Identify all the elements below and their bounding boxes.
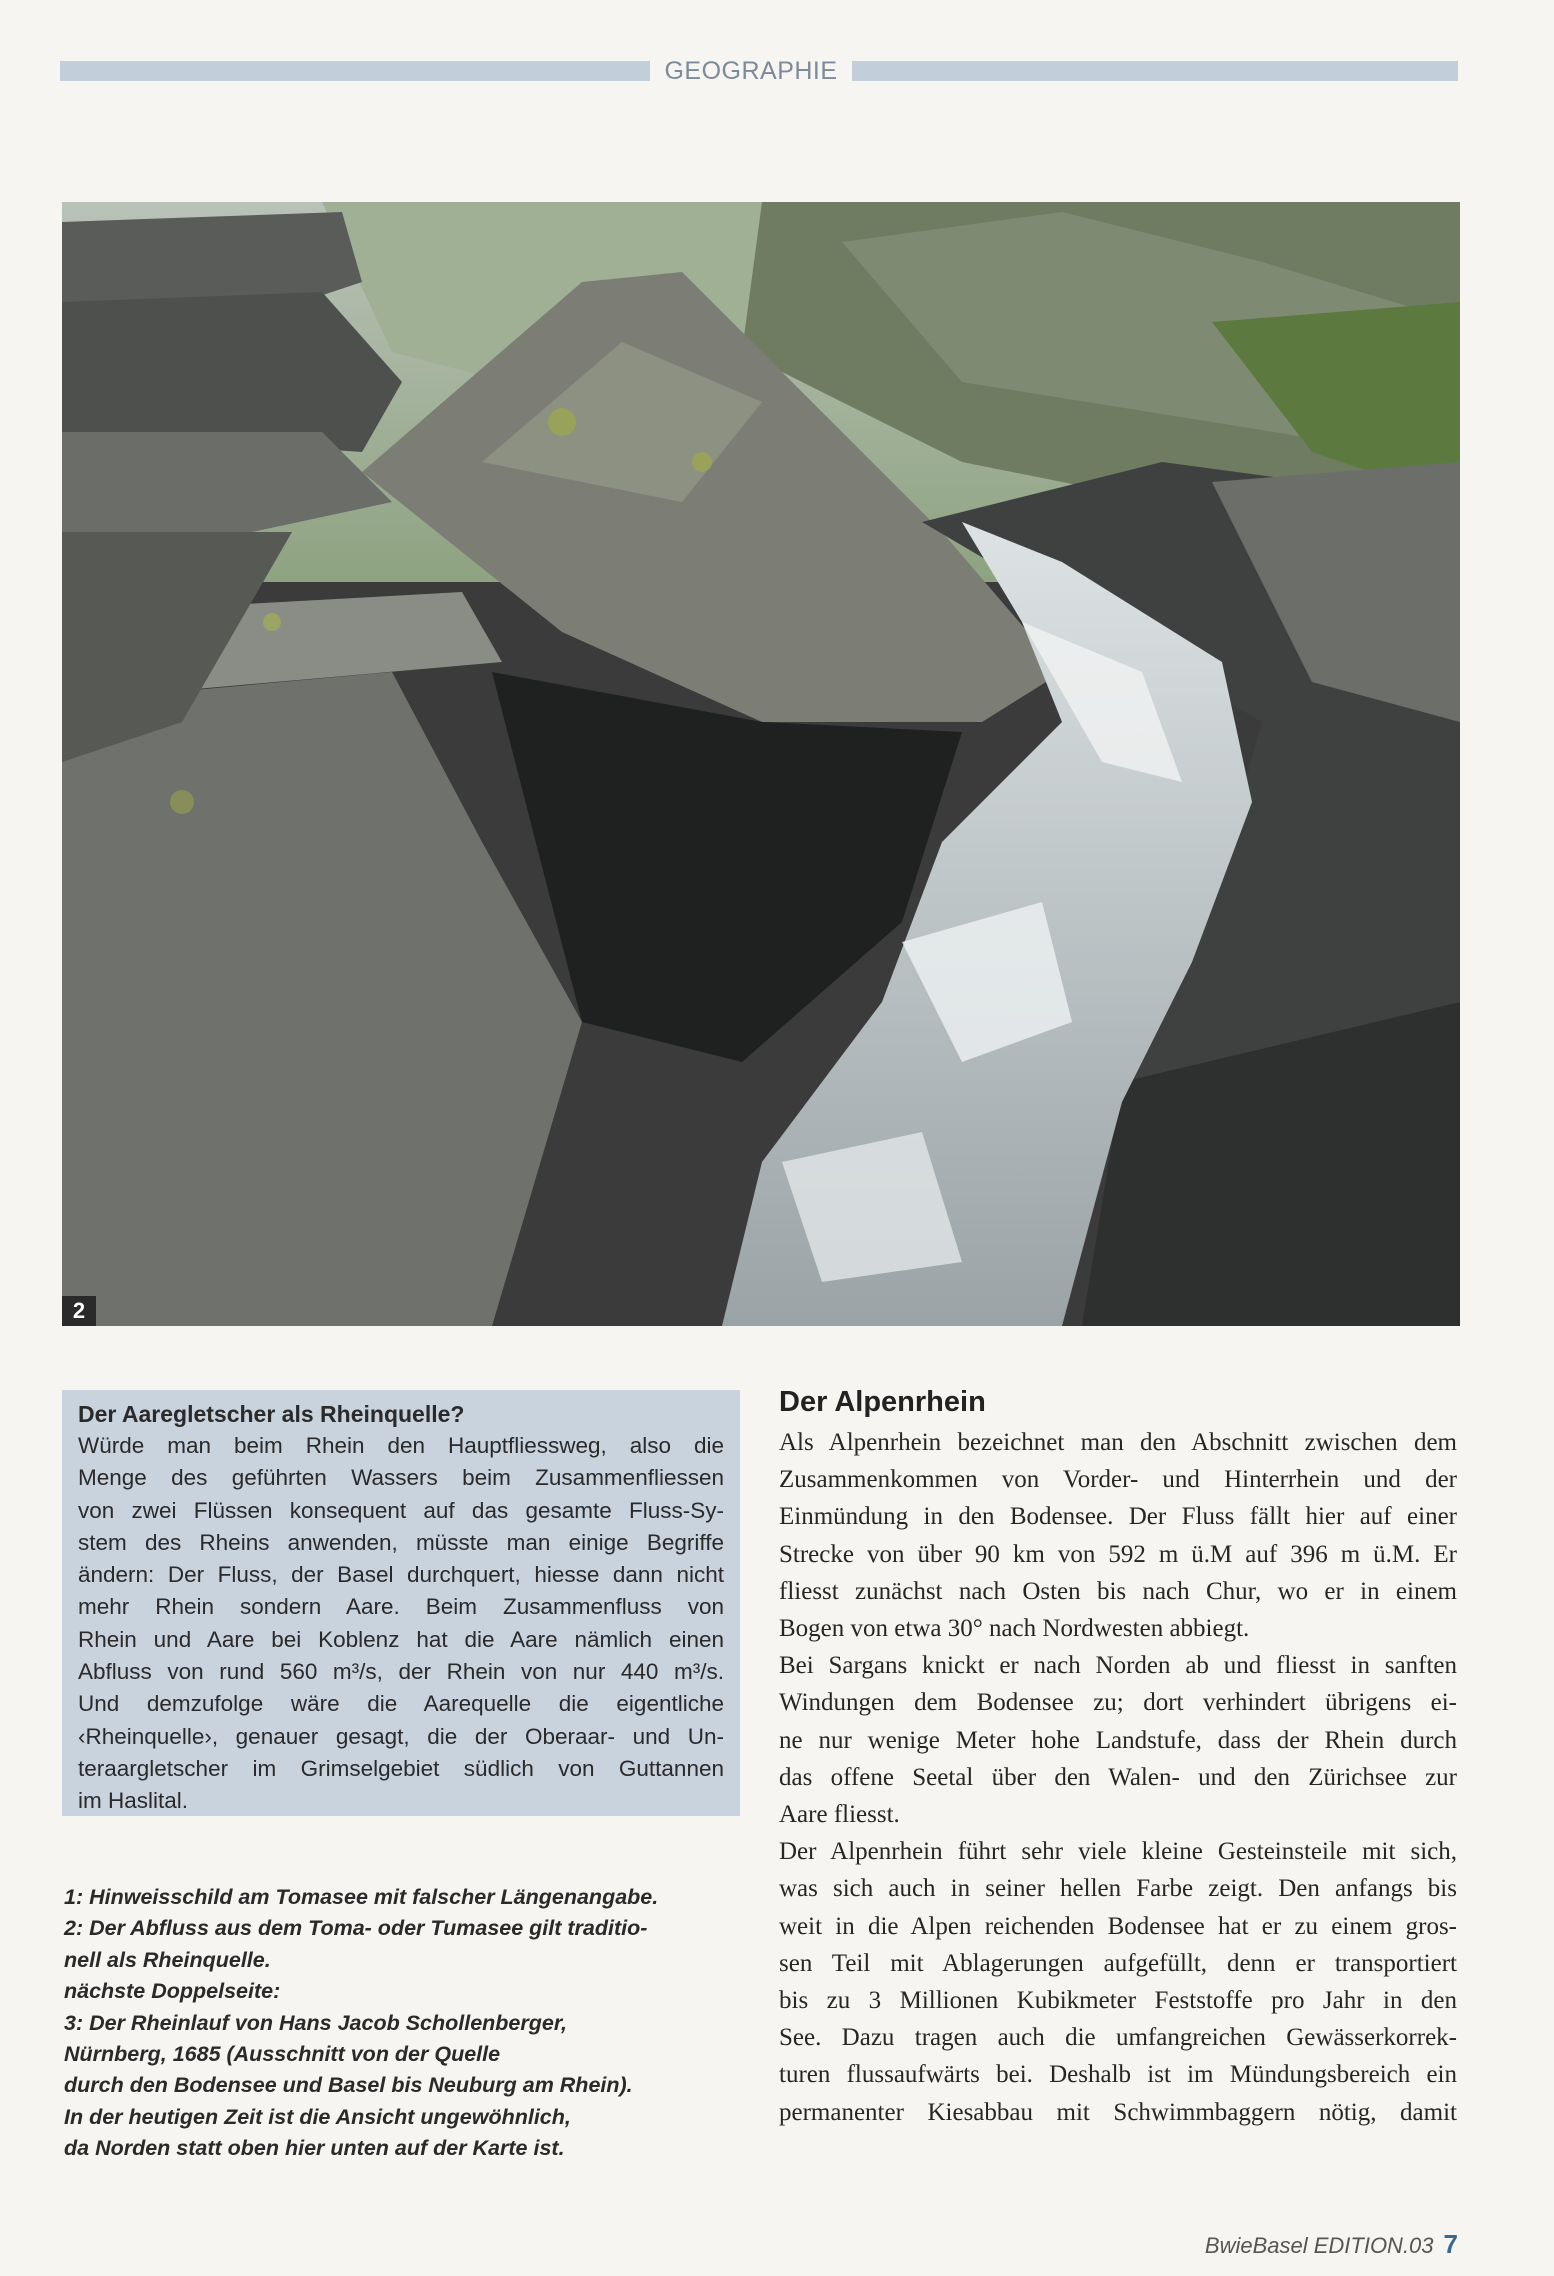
article-line: fliesst zunächst nach Osten bis nach Chur, wo er in einem (779, 1577, 1457, 1605)
caption-line: 1: Hinweisschild am Tomasee mit falscher Längenangabe. (64, 1885, 659, 1909)
caption-line: In der heutigen Zeit ist die Ansicht ungewöhnlich, (64, 2104, 571, 2129)
header-rule-left (60, 61, 650, 81)
article-line: Einmündung in den Bodensee. Der Fluss fällt hier auf einer (779, 1503, 1457, 1531)
article-line: Bogen von etwa 30° nach Nordwesten abbiegt. (779, 1615, 1250, 1643)
info-box-line: Und demzufolge wäre die Aarequelle die eigentliche (78, 1691, 724, 1717)
article-line: sen Teil mit Ablagerungen aufgefüllt, denn er transportiert (779, 1949, 1457, 1977)
header-rule-right (852, 61, 1458, 81)
article-line: Der Alpenrhein führt sehr viele kleine Gesteinsteile mit sich, (779, 1838, 1457, 1866)
info-box-line: stem des Rheins anwenden, müsste man einige Begriffe (78, 1529, 724, 1555)
caption-line: nächste Doppelseite: (64, 1979, 281, 2004)
page-number: 7 (1443, 2229, 1458, 2259)
article-line: was sich auch in seiner hellen Farbe zeigt. Den anfangs bis (779, 1875, 1457, 1903)
info-box-line: mehr Rhein sondern Aare. Beim Zusammenfluss von (78, 1594, 724, 1620)
photo-number: 2 (62, 1296, 96, 1326)
article-line: bis zu 3 Millionen Kubikmeter Feststoffe pro Jahr in den (779, 1987, 1457, 2015)
page-footer (1205, 2229, 1458, 2260)
article-line: ne nur wenige Meter hohe Landstufe, dass der Rhein durch (779, 1726, 1457, 1754)
publication-name: BwieBasel EDITION.03 (1204, 2233, 1434, 2258)
caption-line: 2: Der Abfluss aus dem Toma- oder Tumasee gilt traditio- (64, 1916, 648, 1941)
info-box-line: Abfluss von rund 560 m³/s, der Rhein von nur 440 m³/s. (78, 1659, 724, 1685)
info-box-title: Der Aaregletscher als Rheinquelle? (78, 1401, 465, 1427)
article-line: das offene Seetal über den Walen- und den Zürichsee zur (779, 1763, 1457, 1791)
section-label: GEOGRAPHIE (664, 57, 838, 85)
caption-line: nell als Rheinquelle. (64, 1947, 271, 1972)
article-line: Windungen dem Bodensee zu; dort verhindert übrigens ei- (779, 1689, 1457, 1717)
caption-line: Nürnberg, 1685 (Ausschnitt von der Quelle (64, 2042, 501, 2067)
waterfall-photo (62, 202, 1460, 1326)
info-box-line: teraargletscher im Grimselgebiet südlich von Guttannen (78, 1755, 724, 1781)
caption-line: durch den Bodensee und Basel bis Neuburg am Rhein). (64, 2073, 633, 2098)
caption-line: da Norden statt oben hier unten auf der Karte ist. (64, 2136, 565, 2161)
article-line: Aare fliesst. (779, 1801, 900, 1829)
article-title: Der Alpenrhein (779, 1386, 986, 1418)
info-box-line: von zwei Flüssen konsequent auf das gesamte Fluss-Sy- (78, 1497, 724, 1523)
caption-line: 3: Der Rheinlauf von Hans Jacob Schollenberger, (64, 2010, 567, 2035)
article-line: permanenter Kiesabbau mit Schwimmbaggern nötig, damit (779, 2098, 1457, 2126)
article-line: Zusammenkommen von Vorder- und Hinterrhein und der (779, 1466, 1457, 1494)
article (779, 1382, 1457, 2131)
article-line: Strecke von über 90 km von 592 m ü.M auf 396 m ü.M. Er (779, 1540, 1457, 1568)
info-box (62, 1390, 740, 1816)
article-line: See. Dazu tragen auch die umfangreichen Gewässerkorrek- (779, 2024, 1457, 2052)
info-box-line: ändern: Der Fluss, der Basel durchquert, hiesse dann nicht (78, 1562, 724, 1588)
article-line: Bei Sargans knickt er nach Norden ab und fliesst in sanften (779, 1652, 1457, 1680)
info-box-line: Rhein und Aare bei Koblenz hat die Aare nämlich einen (78, 1626, 724, 1652)
article-line: turen flussaufwärts bei. Deshalb ist im Mündungsbereich ein (779, 2061, 1457, 2089)
section-header (60, 58, 1458, 84)
photo-captions (64, 1882, 754, 2165)
info-box-line: ‹Rheinquelle›, genauer gesagt, die der Oberaar- und Un- (78, 1723, 724, 1749)
article-line: Als Alpenrhein bezeichnet man den Abschnitt zwischen dem (779, 1429, 1457, 1456)
info-box-line: Würde man beim Rhein den Hauptfliessweg, also die (78, 1433, 724, 1458)
info-box-line: im Haslital. (78, 1788, 189, 1814)
article-line: weit in die Alpen reichenden Bodensee hat er zu einem gros- (779, 1912, 1457, 1940)
info-box-line: Menge des geführten Wassers beim Zusammenfliessen (78, 1465, 724, 1491)
